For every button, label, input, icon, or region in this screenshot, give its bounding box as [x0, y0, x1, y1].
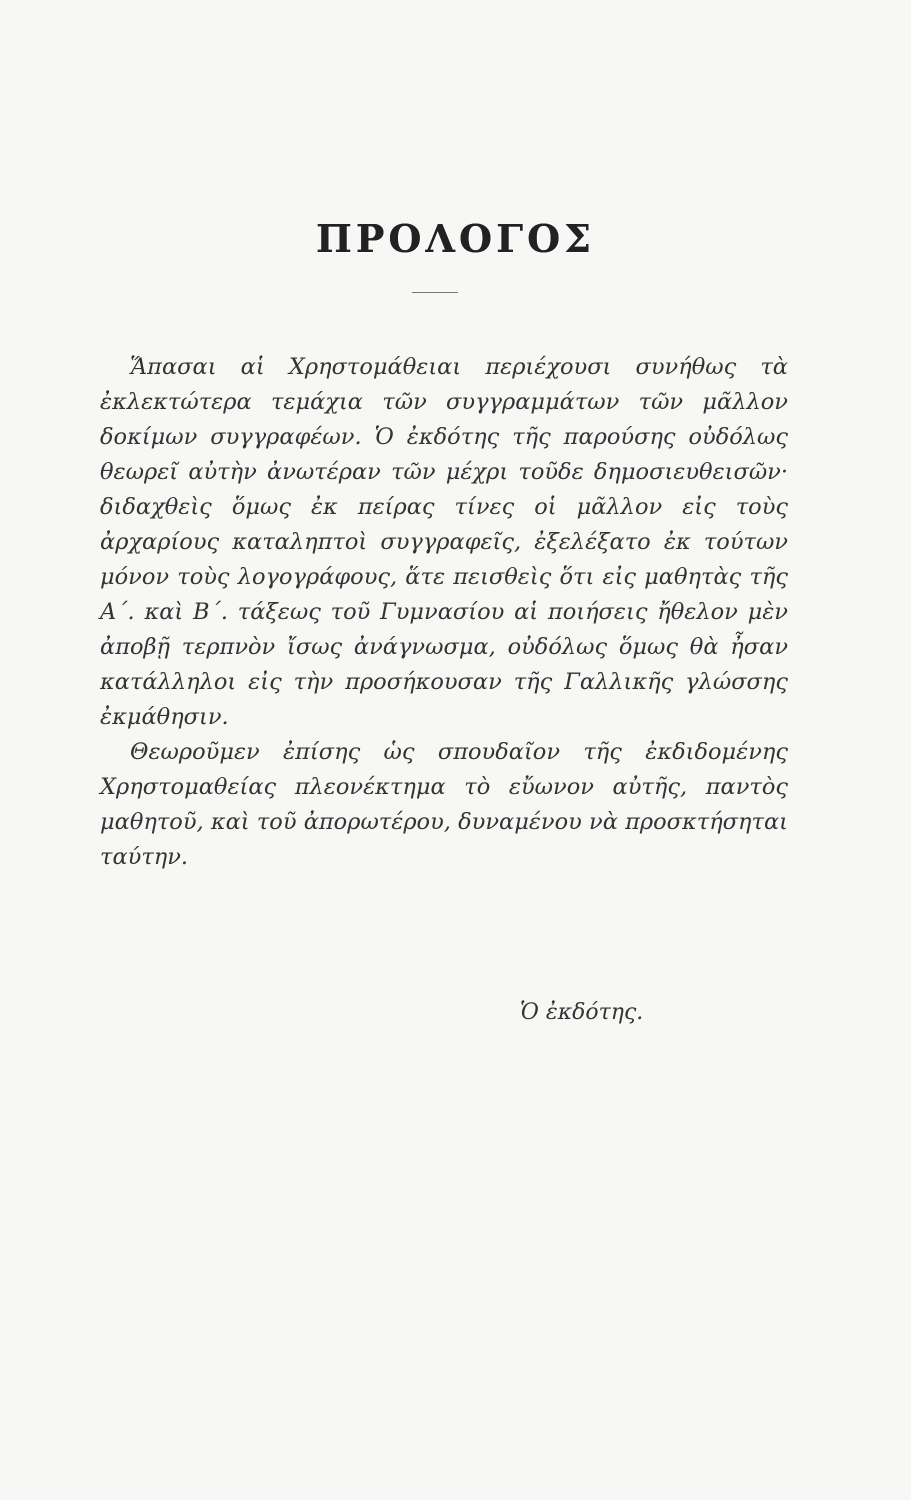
page-title	[0, 214, 911, 263]
preface-paragraph-2: Θεωροῦμεν ἐπίσης ὡς σπουδαῖον τῆς ἐκδιδομένης Χρηστομαθείας πλεονέκτημα τὸ εὔωνον αὐτῆς, παντὸς μαθητοῦ, καὶ τοῦ ἀπορωτέρου, δυναμένου νὰ προσκτήσηται ταύτην.	[100, 739, 788, 870]
signature: Ὁ ἐκδότης.	[520, 1000, 644, 1025]
preface-body	[100, 350, 788, 875]
preface-paragraph-1: Ἅπασαι αἱ Χρηστομάθειαι περιέχουσι συνήθως τὰ ἐκλεκτώτερα τεμάχια τῶν συγγραμμάτων τῶν μᾶλλον δοκίμων συγγραφέων. Ὁ ἐκδότης τῆς παρούσης οὐδόλως θεωρεῖ αὐτὴν ἀνωτέραν τῶν μέχρι τοῦδε δημοσιευθεισῶν· διδαχθεὶς ὅμως ἐκ πείρας τίνες οἱ μᾶλλον εἰς τοὺς ἀρχαρίους καταληπτοὶ συγγραφεῖς, ἐξελέξατο ἐκ τούτων μόνον τοὺς λογογράφους, ἅτε πεισθεὶς ὅτι εἰς μαθητὰς τῆς Α΄. καὶ Β΄. τάξεως τοῦ Γυμνασίου αἱ ποιήσεις ἤθελον μὲν ἀποβῇ τερπνὸν ἴσως ἀνάγνωσμα, οὐδόλως ὅμως θὰ ἦσαν κατάλληλοι εἰς τὴν προσήκουσαν τῆς Γαλλικῆς γλώσσης ἐκμάθησιν.	[100, 354, 788, 730]
title-divider	[412, 292, 458, 293]
page-title-text: ΠΡΟΛΟΓΟΣ	[310, 214, 601, 263]
